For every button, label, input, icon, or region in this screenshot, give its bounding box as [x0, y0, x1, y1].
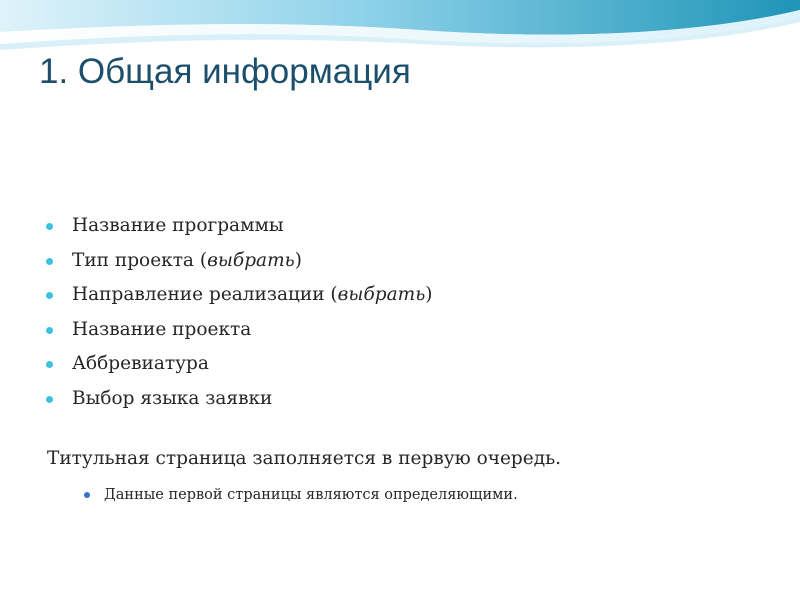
list-item: Тип проекта (выбрать): [46, 244, 433, 279]
sub-bullet-dot-icon: [84, 492, 90, 498]
header-wave-decoration: [0, 0, 800, 60]
bullet-list: [46, 209, 433, 416]
list-item: Направление реализации (выбрать): [46, 278, 433, 313]
list-item: Название программы: [46, 209, 433, 244]
bullet-dot-icon: [46, 223, 53, 230]
list-item: Название проекта: [46, 313, 433, 348]
sub-bullet-item: Данные первой страницы являются определяющими.: [84, 484, 518, 506]
bullet-dot-icon: [46, 361, 53, 368]
slide-title: 1. Общая информация: [39, 52, 411, 91]
paragraph-text: Титульная страница заполняется в первую очередь.: [47, 448, 562, 469]
bullet-dot-icon: [46, 258, 53, 265]
list-item: Аббревиатура: [46, 347, 433, 382]
bullet-dot-icon: [46, 292, 53, 299]
bullet-dot-icon: [46, 396, 53, 403]
bullet-dot-icon: [46, 327, 53, 334]
list-item: Выбор языка заявки: [46, 382, 433, 417]
